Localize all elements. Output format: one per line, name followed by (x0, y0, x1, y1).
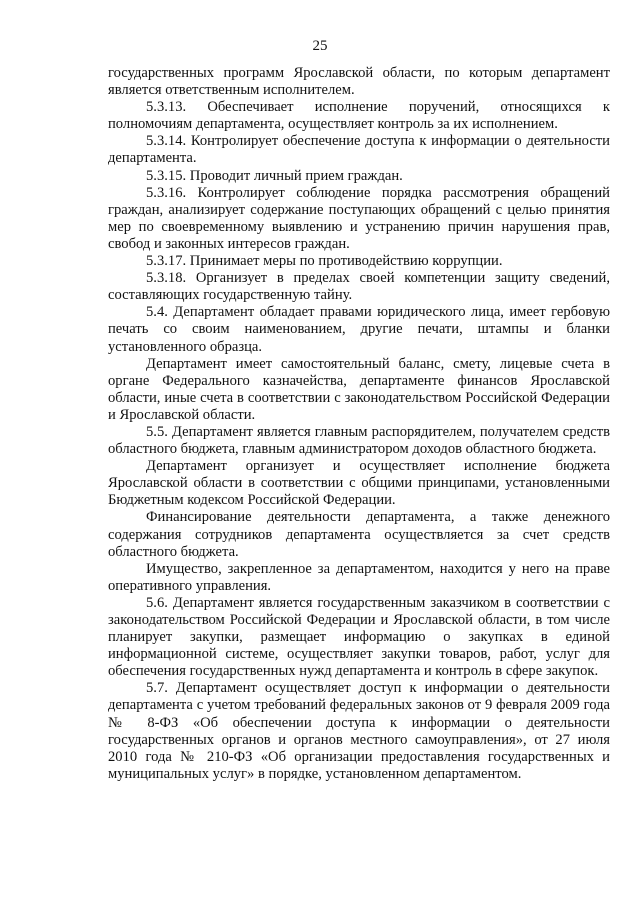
document-body (108, 65, 610, 783)
paragraph-5-3-18: 5.3.18. Организует в пределах своей компетенции защиту сведений, составляющих государственную тайну. (108, 270, 610, 304)
paragraph-5-7: 5.7. Департамент осуществляет доступ к информации о деятельности департамента с учетом требований федеральных законов от 9 февраля 2009 года № 8-ФЗ «Об обеспечении доступа к информации о деятельности государственных органов и органов местного самоуправления», от 27 июля 2010 года № 210-ФЗ «Об организации предоставления государственных и муниципальных услуг» в порядке, установленном департаментом. (108, 680, 610, 782)
paragraph-5-3-13: 5.3.13. Обеспечивает исполнение поручений, относящихся к полномочиям департамента, осуществляет контроль за их исполнением. (108, 99, 610, 133)
paragraph-5-4: 5.4. Департамент обладает правами юридического лица, имеет гербовую печать со своим наименованием, другие печати, штампы и бланки установленного образца. (108, 304, 610, 355)
paragraph-continuation: государственных программ Ярославской области, по которым департамент является ответственным исполнителем. (108, 65, 610, 99)
paragraph-5-3-16: 5.3.16. Контролирует соблюдение порядка рассмотрения обращений граждан, анализирует содержание поступающих обращений с целью принятия мер по своевременному выявлению и устранению причин нарушения прав, свобод и законных интересов граждан. (108, 184, 610, 252)
paragraph-financing: Финансирование деятельности департамента, а также денежного содержания сотрудников департамента осуществляется за счет средств областного бюджета. (108, 509, 610, 560)
paragraph-5-5: 5.5. Департамент является главным распорядителем, получателем средств областного бюджета, главным администратором доходов областного бюджета. (108, 423, 610, 458)
page-number: 25 (312, 38, 328, 54)
paragraph-property: Имущество, закрепленное за департаментом, находится у него на праве оперативного управления. (108, 560, 610, 594)
paragraph-5-6: 5.6. Департамент является государственным заказчиком в соответствии с законодательством Российской Федерации и Ярославской области, в том числе планирует закупки, размещает информацию о закупках в единой информационной системе, осуществляет закупки товаров, работ, услуг для обеспечения государственных нужд департамента и контроль в сфере закупок. (108, 594, 610, 680)
paragraph-budget-execution: Департамент организует и осуществляет исполнение бюджета Ярославской области в соответствии с общими принципами, установленными Бюджетным кодексом Российской Федерации. (108, 458, 610, 509)
paragraph-balance: Департамент имеет самостоятельный баланс, смету, лицевые счета в органе Федерального казначейства, департаменте финансов Ярославской области, иные счета в соответствии с законодательством Российской Федерации и Ярославской области. (108, 355, 610, 423)
paragraph-5-3-17: 5.3.17. Принимает меры по противодействию коррупции. (146, 253, 503, 270)
paragraph-5-3-15: 5.3.15. Проводит личный прием граждан. (146, 167, 403, 184)
paragraph-5-3-14: 5.3.14. Контролирует обеспечение доступа к информации о деятельности департамента. (108, 133, 610, 167)
